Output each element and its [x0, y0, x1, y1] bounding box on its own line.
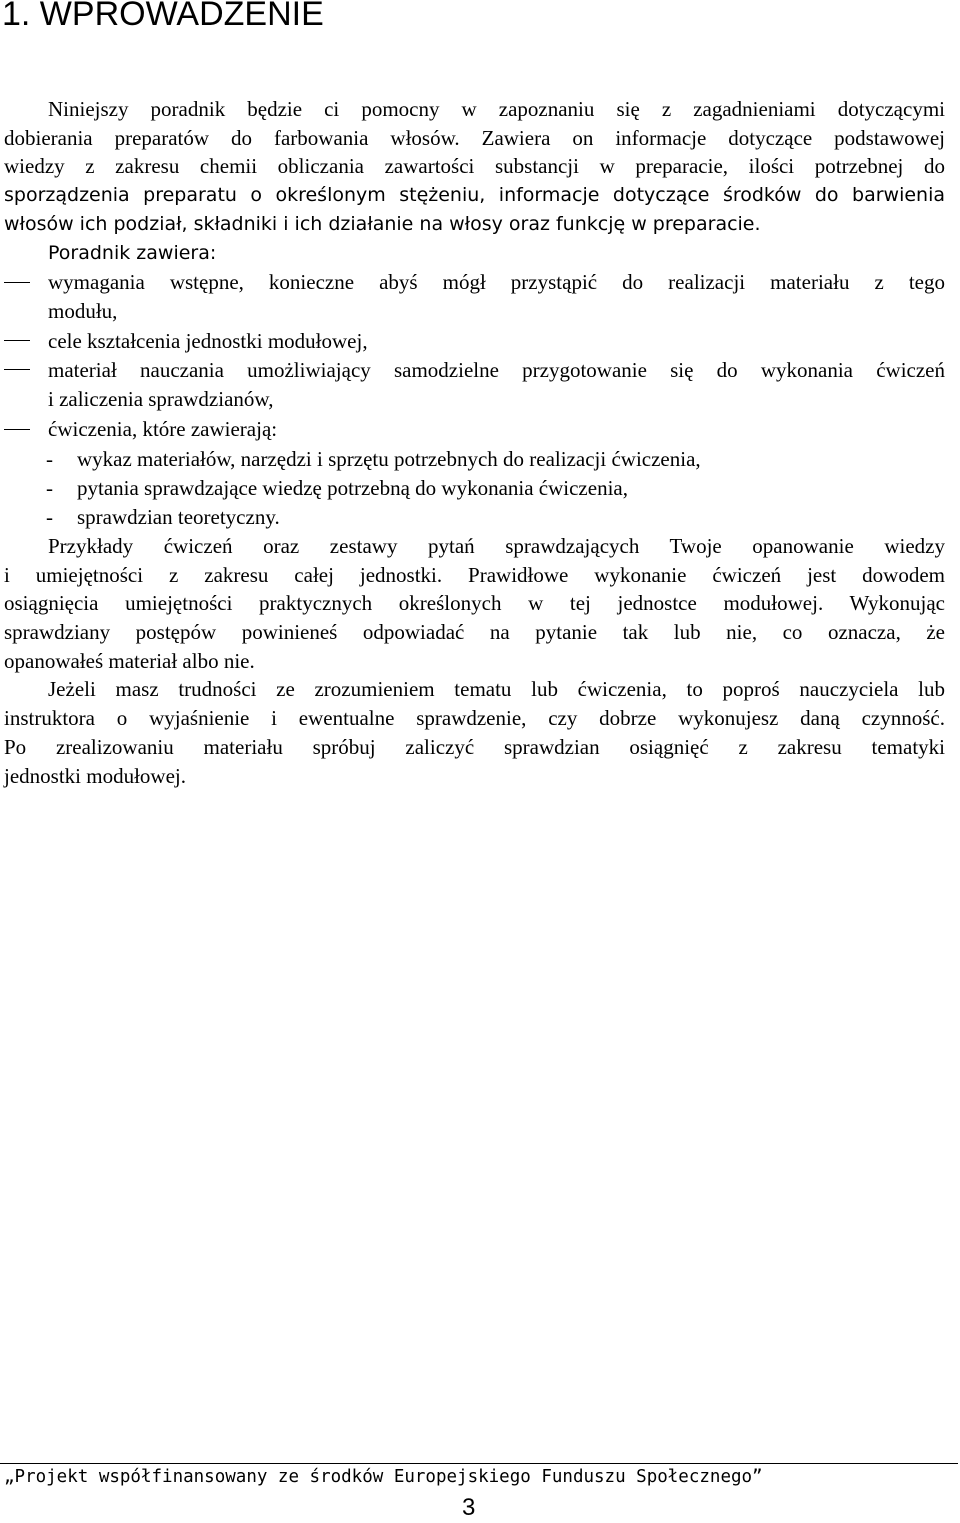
subitem-marker: -	[46, 505, 53, 529]
contents-item-4-line-1: ćwiczenia, które zawierają:	[48, 417, 278, 441]
section-heading: 1. WPROWADZENIE	[2, 0, 324, 33]
contents-item-1-line-2: modułu,	[48, 299, 118, 323]
intro-line-5: włosów ich podział, składniki i ich działanie na włosy oraz funkcję w preparacie.	[4, 213, 761, 235]
subitem-marker: -	[46, 476, 53, 500]
contents-intro: Poradnik zawiera:	[48, 242, 217, 264]
exercise-subitem-1: wykaz materiałów, narzędzi i sprzętu potrzebnych do realizacji ćwiczenia,	[77, 447, 701, 471]
help-line-3: Po zrealizowaniu materiału spróbuj zaliczyć sprawdzian osiągnięć z zakresu tematyki	[4, 735, 945, 759]
contents-item-3-line-1: materiał nauczania umożliwiający samodzielne przygotowanie się do wykonania ćwiczeń	[48, 358, 945, 382]
help-line-4: jednostki modułowej.	[4, 764, 186, 788]
subitem-marker: -	[46, 447, 53, 471]
help-line-1: Jeżeli masz trudności ze zrozumieniem tematu lub ćwiczenia, to poproś nauczyciela lub	[48, 677, 945, 701]
assessment-line-5: opanowałeś materiał albo nie.	[4, 649, 255, 673]
contents-item-3-line-2: i zaliczenia sprawdzianów,	[48, 387, 274, 411]
page-number: 3	[462, 1494, 476, 1521]
intro-line-4: sporządzenia preparatu o określonym stężeniu, informacje dotyczące środków do barwienia	[4, 184, 945, 206]
exercise-subitem-3: sprawdzian teoretyczny.	[77, 505, 280, 529]
intro-line-2: dobierania preparatów do farbowania włosów. Zawiera on informacje dotyczące podstawowej	[4, 126, 945, 150]
dash-bullet	[4, 340, 30, 341]
exercise-subitem-2: pytania sprawdzające wiedzę potrzebną do wykonania ćwiczenia,	[77, 476, 628, 500]
footer-funding-note: „Projekt współfinansowany ze środków Europejskiego Funduszu Społecznego”	[4, 1467, 763, 1487]
assessment-line-1: Przykłady ćwiczeń oraz zestawy pytań sprawdzających Twoje opanowanie wiedzy	[48, 534, 945, 558]
dash-bullet	[4, 369, 30, 370]
dash-bullet	[4, 429, 30, 430]
dash-bullet	[4, 282, 30, 283]
contents-item-1-line-1: wymagania wstępne, konieczne abyś mógł przystąpić do realizacji materiału z tego	[48, 270, 945, 294]
assessment-line-3: osiągnięcia umiejętności praktycznych określonych w tej jednostce modułowej. Wykonując	[4, 591, 945, 615]
intro-line-1: Niniejszy poradnik będzie ci pomocny w zapoznaniu się z zagadnieniami dotyczącymi	[48, 97, 945, 121]
intro-line-3: wiedzy z zakresu chemii obliczania zawartości substancji w preparacie, ilości potrzebnej do	[4, 154, 945, 178]
help-line-2: instruktora o wyjaśnienie i ewentualne sprawdzenie, czy dobrze wykonujesz daną czynność.	[4, 706, 945, 730]
contents-item-2-line-1: cele kształcenia jednostki modułowej,	[48, 329, 368, 353]
assessment-line-2: i umiejętności z zakresu całej jednostki. Prawidłowe wykonanie ćwiczeń jest dowodem	[4, 563, 945, 587]
assessment-line-4: sprawdziany postępów powinieneś odpowiadać na pytanie tak lub nie, co oznacza, że	[4, 620, 945, 644]
